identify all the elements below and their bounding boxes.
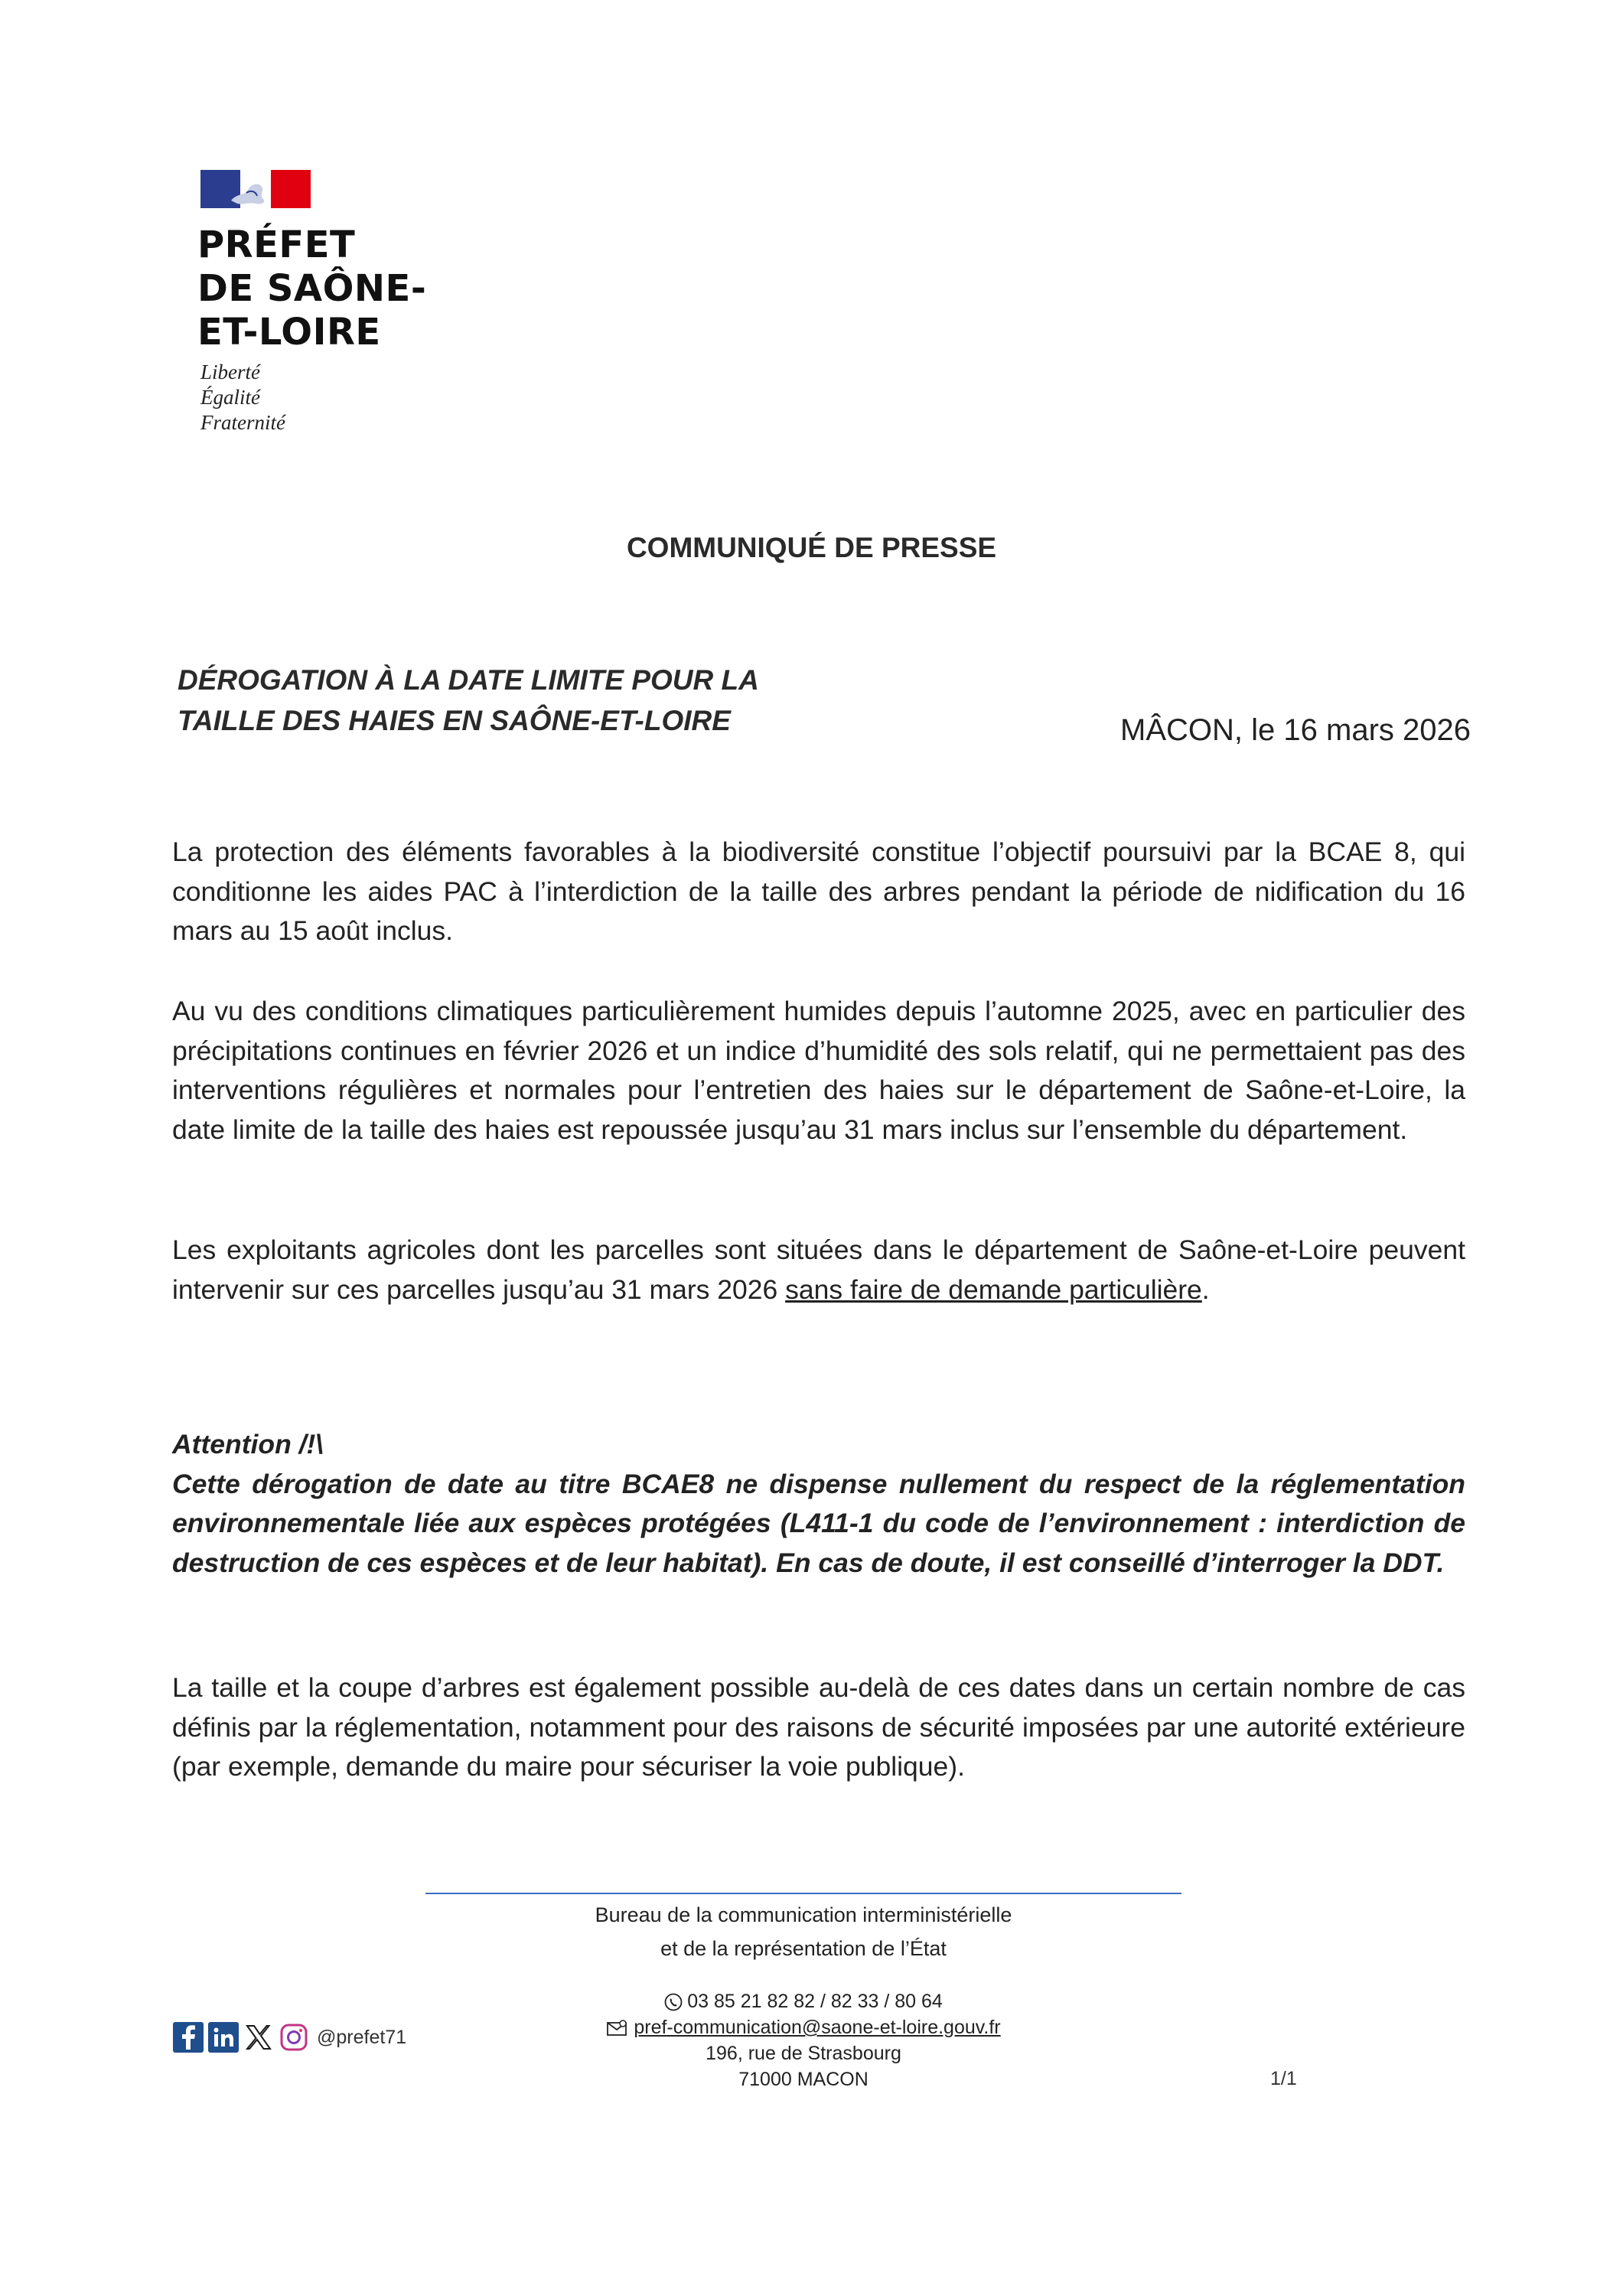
motto-liberte: Liberté <box>200 360 260 383</box>
bureau-line-2: et de la représentation de l’État <box>660 1937 947 1960</box>
footer-divider <box>425 1893 1181 1894</box>
prefecture-name-line-3: ET-LOIRE <box>197 311 381 354</box>
social-links <box>173 2020 406 2054</box>
bureau-line-1: Bureau de la communication interministérielle <box>595 1903 1012 1926</box>
address-city: 71000 MACON <box>738 2069 869 2090</box>
footer-bureau <box>429 1898 1178 1965</box>
page-number: 1/1 <box>1270 2068 1297 2089</box>
motto-fraternite: Fraternité <box>200 411 285 434</box>
social-handle: @prefet71 <box>317 2026 407 2048</box>
subject-line-2: TAILLE DES HAIES EN SAÔNE-ET-LOIRE <box>178 705 731 736</box>
prefecture-name <box>197 223 504 354</box>
document-subject <box>178 660 927 741</box>
email-link[interactable]: pref-communication@saone-et-loire.gouv.fr <box>634 2017 1001 2038</box>
phone-number: 03 85 21 82 82 / 82 33 / 80 64 <box>687 1991 943 2012</box>
phone-icon <box>664 1993 683 2011</box>
subject-line-1: DÉROGATION À LA DATE LIMITE POUR LA <box>178 664 759 696</box>
facebook-icon[interactable] <box>173 2022 204 2053</box>
paragraph-farmers <box>172 1231 1465 1309</box>
linkedin-icon[interactable] <box>208 2022 239 2053</box>
attention-text: Cette dérogation de date au titre BCAE8 ne dispense nullement du respect de la réglementation environnementale liée aux espèces protégées (L411-1 du code de l’environnement : interdiction de destruction de ces espèces et de leur habitat). En cas de doute, il est conseillé d’interroger la DDT. <box>172 1468 1465 1578</box>
attention-notice <box>172 1425 1465 1583</box>
footer-contact <box>429 1988 1178 2092</box>
x-twitter-icon[interactable] <box>243 2022 274 2053</box>
phone-line <box>429 1988 1178 2014</box>
prefecture-name-line-1: PRÉFET <box>197 223 356 266</box>
paragraph-farmers-text: Les exploitants agricoles dont les parcelles sont situées dans le département de Saône-et-Loire peuvent intervenir sur ces parcelles jusqu’au 31 mars 2026 <box>172 1234 1465 1305</box>
paragraph-farmers-end: . <box>1201 1274 1210 1305</box>
motto-egalite: Égalité <box>200 386 260 409</box>
address-street: 196, rue de Strasbourg <box>706 2043 901 2064</box>
dateline: MÂCON, le 16 mars 2026 <box>1120 713 1471 747</box>
republic-motto <box>200 360 354 435</box>
paragraph-climate-conditions: Au vu des conditions climatiques particulièrement humides depuis l’automne 2025, avec en particulier des précipitations continues en février 2026 et un indice d’humidité des sols relatif, qui ne permettaient pas des interventions régulières et normales pour l’entretien des haies sur le département de Saône-et-Loire, la date limite de la taille des haies est repoussée jusqu’au 31 mars inclus sur l’ensemble du département. <box>172 996 1465 1145</box>
envelope-icon <box>606 2019 629 2037</box>
attention-title: Attention /!\ <box>172 1429 324 1459</box>
marianne-flag-logo <box>200 170 311 208</box>
email-line <box>429 2014 1178 2040</box>
no-request-needed-emphasis: sans faire de demande particulière <box>785 1274 1202 1305</box>
document-heading: COMMUNIQUÉ DE PRESSE <box>626 532 997 563</box>
prefecture-name-line-2: DE SAÔNE- <box>197 267 427 310</box>
paragraph-exceptions: La taille et la coupe d’arbres est également possible au-delà de ces dates dans un certain nombre de cas définis par la réglementation, notamment pour des raisons de sécurité imposées par une autorité extérieure (par exemple, demande du maire pour sécuriser la voie publique). <box>172 1672 1465 1782</box>
paragraph-bcae8: La protection des éléments favorables à la biodiversité constitue l’objectif poursuivi par la BCAE 8, qui conditionne les aides PAC à l’interdiction de la taille des arbres pendant la période de nidification du 16 mars au 15 août inclus. <box>172 837 1465 946</box>
instagram-icon[interactable] <box>279 2022 309 2053</box>
